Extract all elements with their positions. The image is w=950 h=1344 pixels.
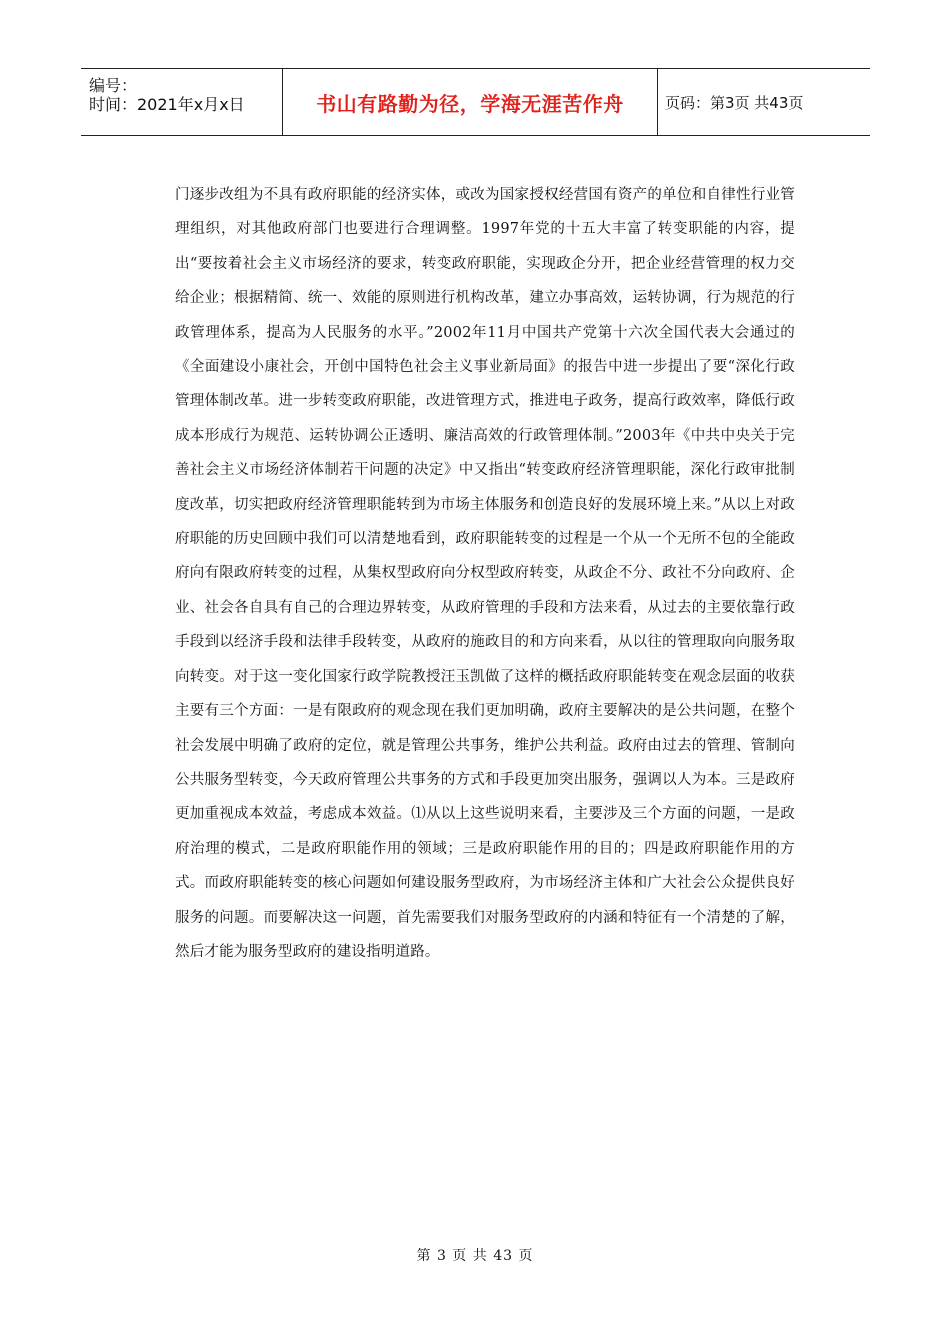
header-divider-right bbox=[657, 69, 658, 135]
header-meta bbox=[81, 69, 282, 135]
page-header bbox=[81, 68, 870, 136]
header-motto-cell bbox=[283, 69, 657, 135]
header-motto: 书山有路勤为径，学海无涯苦作舟 bbox=[316, 91, 624, 116]
page-footer: 第 3 页 共 43 页 bbox=[416, 1248, 534, 1264]
header-page-info: 页码：第3页 共43页 bbox=[665, 93, 804, 112]
body-paragraph: 门逐步改组为不具有政府职能的经济实体，或改为国家授权经营国有资产的单位和自律性行业管理组织，对其他政府部门也要进行合理调整。1997年党的十五大丰富了转变职能的内容，提出“要按着社会主义市场经济的要求，转变政府职能，实现政企分开，把企业经营管理的权力交给企业；根据精简、统一、效能的原则进行机构改革，建立办事高效，运转协调，行为规范的行政管理体系，提高为人民服务的水平。”2002年11月中国共产党第十六次全国代表大会通过的《全面建设小康社会，开创中国特色社会主义事业新局面》的报告中进一步提出了要“深化行政管理体制改革。进一步转变政府职能，改进管理方式，推进电子政务，提高行政效率，降低行政成本形成行为规范、运转协调公正透明、廉洁高效的行政管理体制。”2003年《中共中央关于完善社会主义市场经济体制若干问题的决定》中又指出“转变政府经济管理职能，深化行政审批制度改革，切实把政府经济管理职能转到为市场主体服务和创造良好的发展环境上来。”从以上对政府职能的历史回顾中我们可以清楚地看到，政府职能转变的过程是一个从一个无所不包的全能政府向有限政府转变的过程，从集权型政府向分权型政府转变，从政企不分、政社不分向政府、企业、社会各自具有自己的合理边界转变，从政府管理的手段和方法来看，从过去的主要依靠行政手段到以经济手段和法律手段转变，从政府的施政目的和方向来看，从以往的管理取向向服务取向转变。对于这一变化国家行政学院教授汪玉凯做了这样的概括政府职能转变在观念层面的收获主要有三个方面：一是有限政府的观念现在我们更加明确，政府主要解决的是公共问题，在整个社会发展中明确了政府的定位，就是管理公共事务，维护公共利益。政府由过去的管理、管制向公共服务型转变，今天政府管理公共事务的方式和手段更加突出服务，强调以人为本。三是政府更加重视成本效益，考虑成本效益。⑴从以上这些说明来看，主要涉及三个方面的问题，一是政府治理的模式，二是政府职能作用的领域；三是政府职能作用的目的；四是政府职能作用的方式。而政府职能转变的核心问题如何建设服务型政府，为市场经济主体和广大社会公众提供良好服务的问题。而要解决这一问题，首先需要我们对服务型政府的内涵和特征有一个清楚的了解，然后才能为服务型政府的建设指明道路。 bbox=[175, 187, 795, 960]
document-number-label: 编号： bbox=[89, 76, 138, 95]
document-date: 时间：2021年x月x日 bbox=[89, 95, 245, 114]
